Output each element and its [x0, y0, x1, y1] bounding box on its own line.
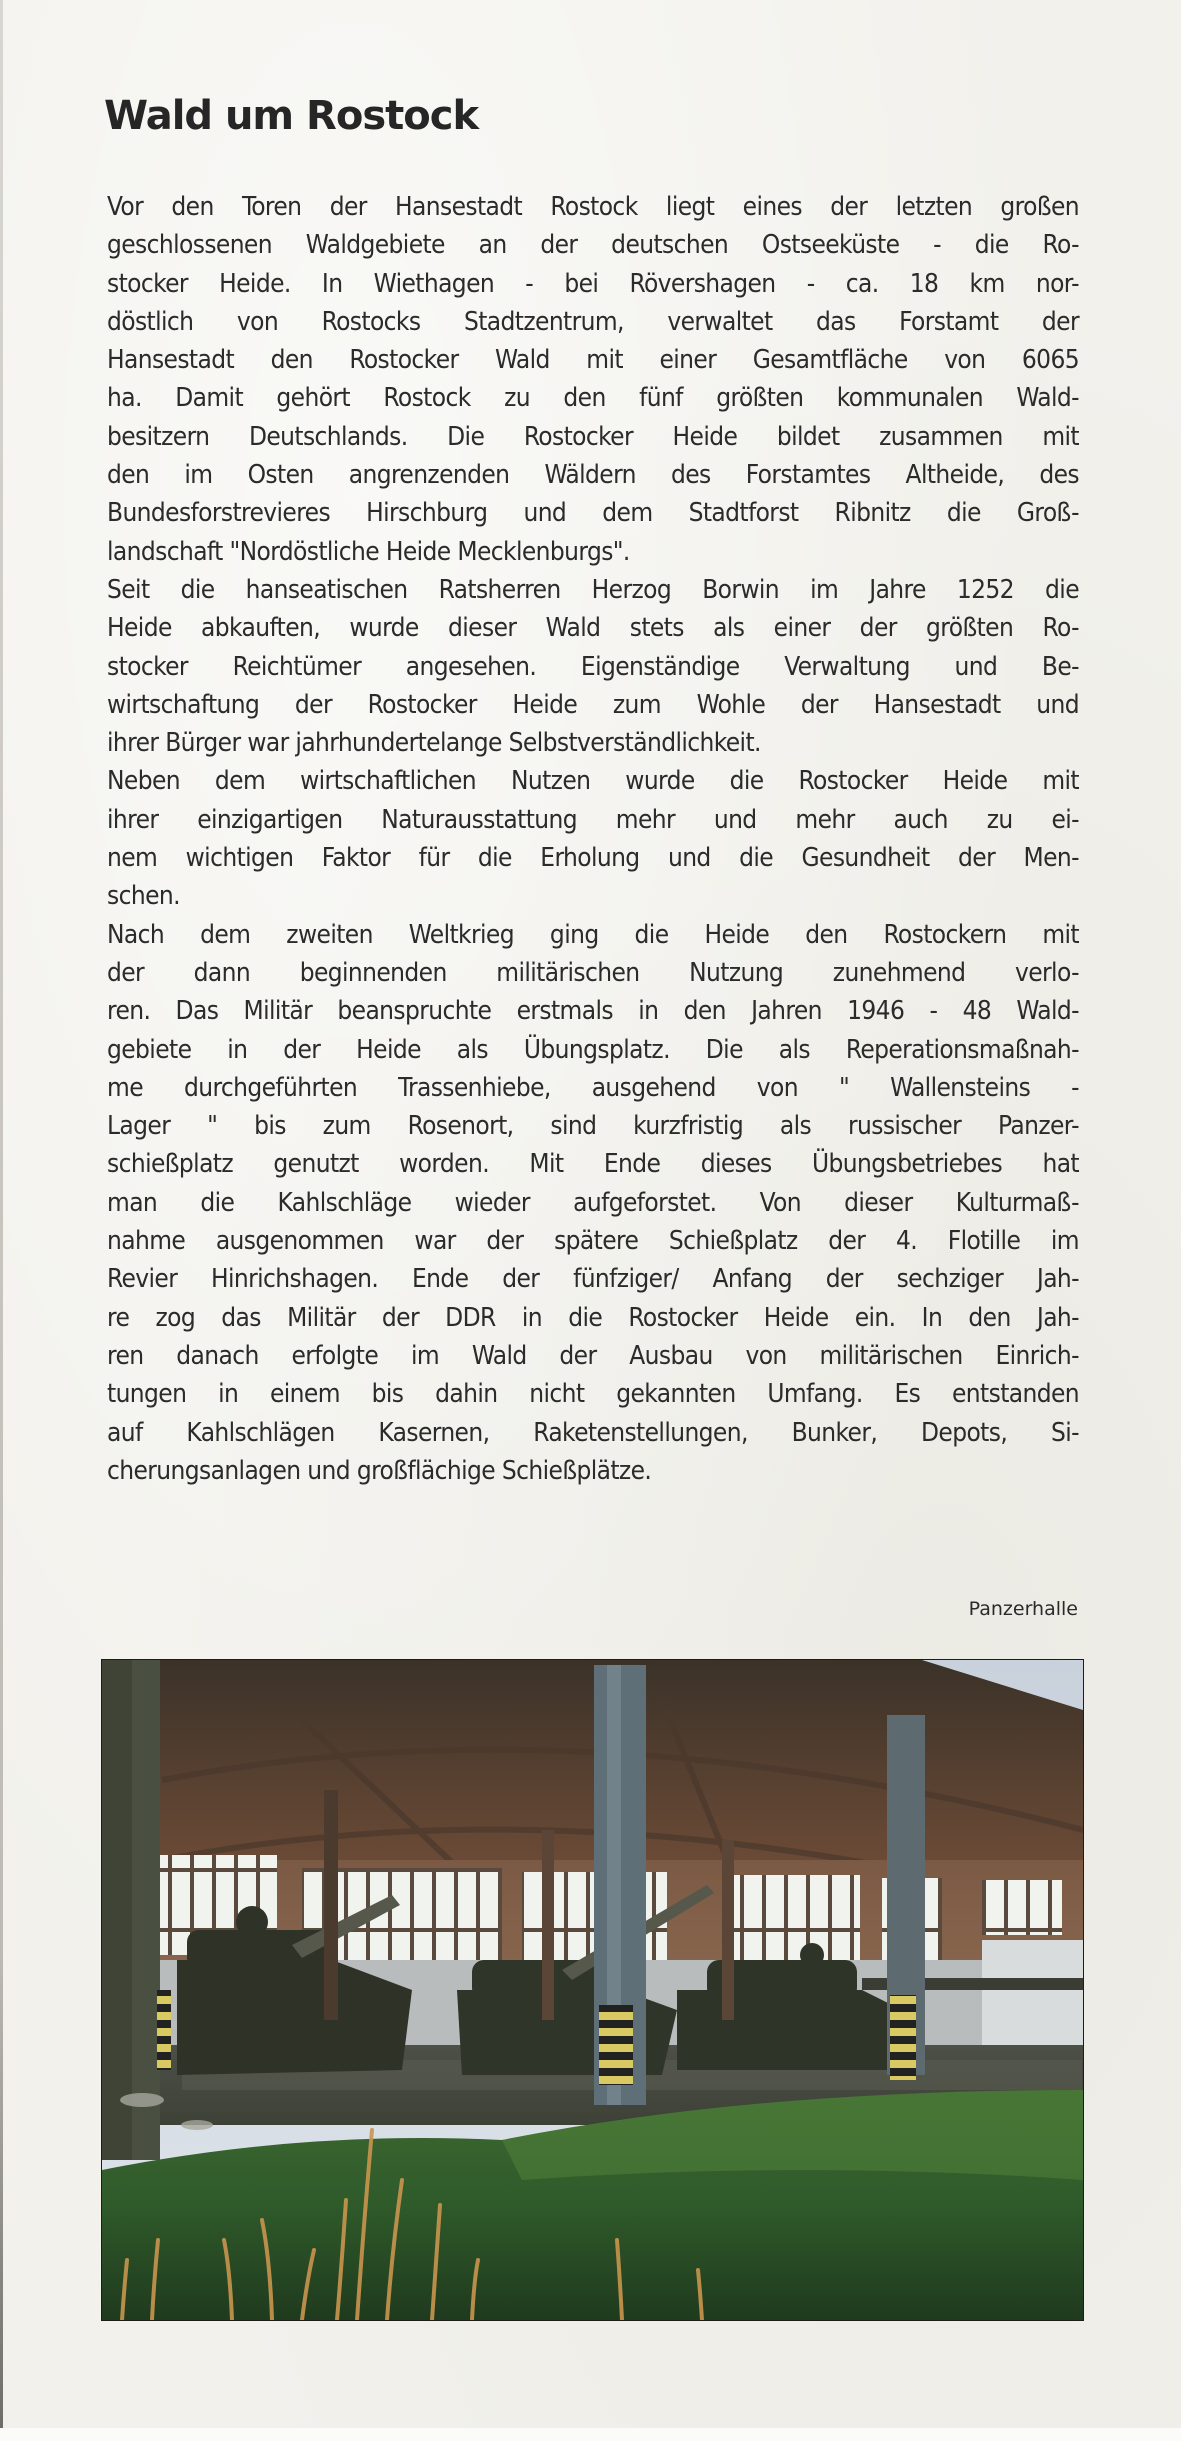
paragraph [107, 571, 1079, 762]
text-line: Lager " bis zum Rosenort, sind kurzfristig als russischer Panzer- [107, 1111, 1079, 1142]
text-line: Seit die hanseatischen Ratsherren Herzog Borwin im Jahre 1252 die [107, 574, 1079, 605]
text-line: nem wichtigen Faktor für die Erholung und die Gesundheit der Men- [107, 843, 1079, 874]
scan-edge [0, 0, 3, 2441]
text-line: besitzern Deutschlands. Die Rostocker Heide bildet zusammen mit [107, 421, 1079, 452]
text-line: Hansestadt den Rostocker Wald mit einer Gesamtfläche von 6065 [107, 345, 1079, 376]
text-line: Bundesforstrevieres Hirschburg und dem Stadtforst Ribnitz die Groß- [107, 498, 1079, 529]
paragraph [107, 188, 1079, 571]
paragraph [107, 762, 1079, 915]
text-line: der dann beginnenden militärischen Nutzung zunehmend verlo- [107, 957, 1079, 988]
tank-hall-illustration [102, 1660, 1083, 2320]
text-line: den im Osten angrenzenden Wäldern des Forstamtes Altheide, des [107, 460, 1079, 491]
text-line: gebiete in der Heide als Übungsplatz. Die als Reperationsmaßnah- [107, 1034, 1079, 1065]
paragraph [107, 916, 1079, 1490]
scan-edge-bottom [0, 2428, 1181, 2441]
text-line: Vor den Toren der Hansestadt Rostock liegt eines der letzten großen [107, 192, 1079, 222]
article-body [107, 188, 1079, 1490]
text-line: nahme ausgenommen war der spätere Schießplatz der 4. Flotille im [107, 1226, 1079, 1257]
text-line: cherungsanlagen und großflächige Schießplätze. [107, 1455, 652, 1486]
photo-caption: Panzerhalle [968, 1598, 1078, 1620]
text-line: auf Kahlschlägen Kasernen, Raketenstellungen, Bunker, Depots, Si- [107, 1417, 1079, 1448]
text-line: wirtschaftung der Rostocker Heide zum Wohle der Hansestadt und [107, 689, 1079, 720]
text-line: schießplatz genutzt worden. Mit Ende dieses Übungsbetriebes hat [107, 1149, 1079, 1180]
text-line: döstlich von Rostocks Stadtzentrum, verwaltet das Forstamt der [107, 306, 1079, 337]
text-line: Nach dem zweiten Weltkrieg ging die Heide den Rostockern mit [107, 919, 1079, 950]
text-line: ren danach erfolgte im Wald der Ausbau von militärischen Einrich- [107, 1340, 1079, 1371]
text-line: stocker Reichtümer angesehen. Eigenständige Verwaltung und Be- [107, 651, 1079, 682]
text-line: ihrer einzigartigen Naturausstattung mehr und mehr auch zu ei- [107, 804, 1079, 835]
text-line: Revier Hinrichshagen. Ende der fünfziger/ Anfang der sechziger Jah- [107, 1264, 1079, 1295]
text-line: man die Kahlschläge wieder aufgeforstet. Von dieser Kulturmaß- [107, 1187, 1079, 1218]
text-line: geschlossenen Waldgebiete an der deutschen Ostseeküste - die Ro- [107, 230, 1079, 261]
text-line: Heide abkauften, wurde dieser Wald stets als einer der größten Ro- [107, 613, 1079, 644]
text-line: Neben dem wirtschaftlichen Nutzen wurde die Rostocker Heide mit [107, 766, 1079, 797]
text-line: tungen in einem bis dahin nicht gekannten Umfang. Es entstanden [107, 1379, 1079, 1410]
text-line: stocker Heide. In Wiethagen - bei Rövershagen - ca. 18 km nor- [107, 268, 1079, 299]
page-title: Wald um Rostock [104, 93, 479, 139]
text-line: landschaft "Nordöstliche Heide Mecklenburgs". [107, 536, 630, 567]
text-line: ihrer Bürger war jahrhundertelange Selbstverständlichkeit. [107, 728, 761, 759]
text-line: re zog das Militär der DDR in die Rostocker Heide ein. In den Jah- [107, 1302, 1079, 1333]
text-line: ha. Damit gehört Rostock zu den fünf größten kommunalen Wald- [107, 383, 1079, 414]
text-line: ren. Das Militär beanspruchte erstmals in den Jahren 1946 - 48 Wald- [107, 996, 1079, 1027]
text-line: schen. [107, 881, 180, 912]
text-line: me durchgeführten Trassenhiebe, ausgehend von " Wallensteins - [107, 1072, 1079, 1103]
photo-tank-hall [102, 1660, 1083, 2320]
